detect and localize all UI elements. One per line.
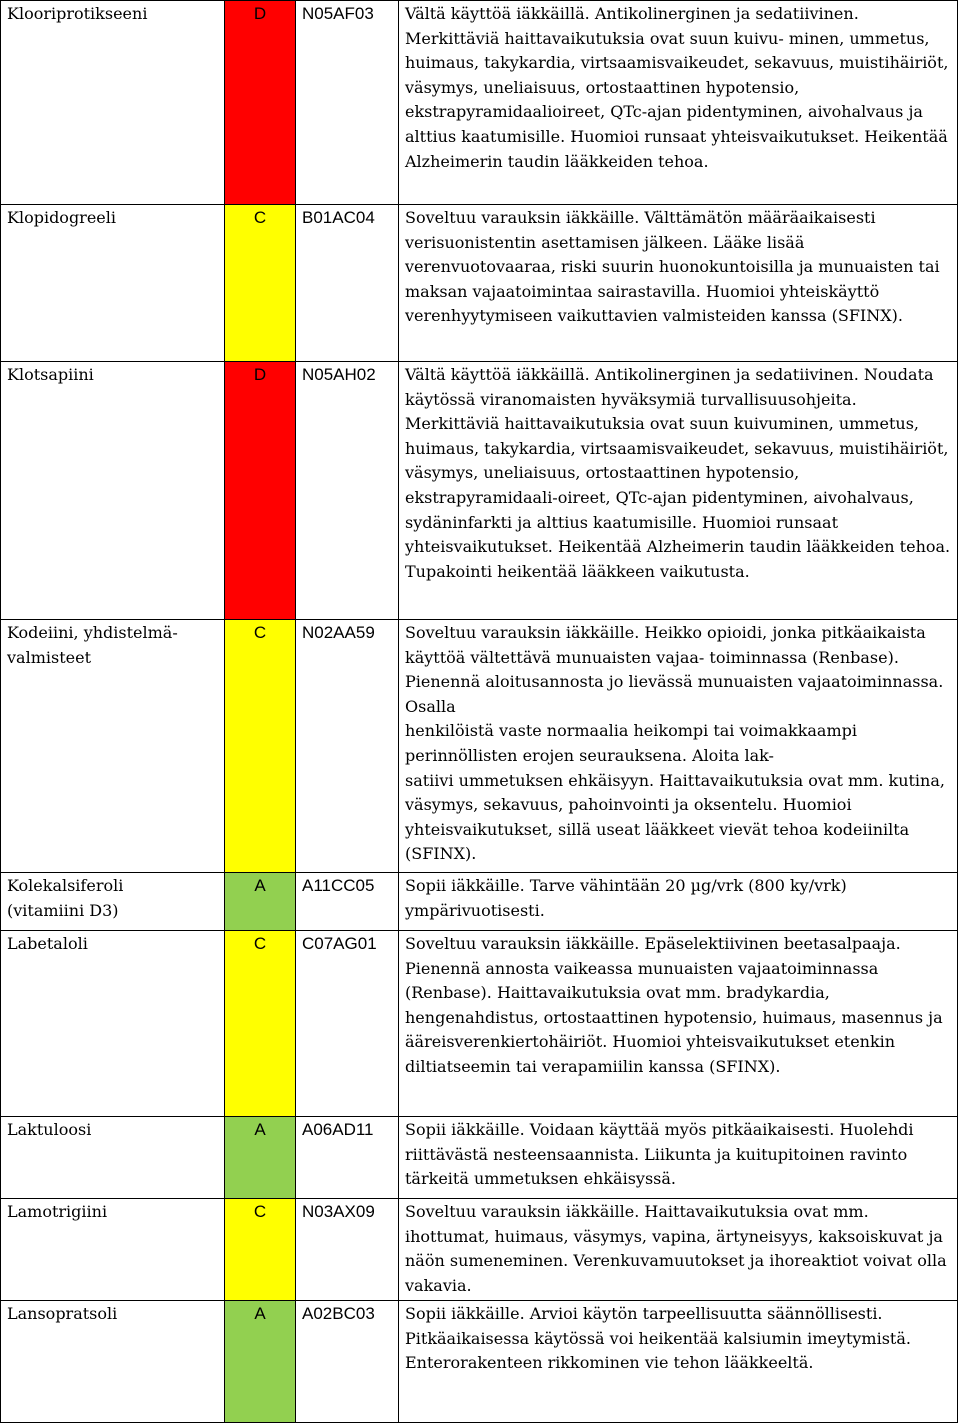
drug-name-cell <box>1 1301 225 1423</box>
recommendation-text-cell <box>399 1117 958 1199</box>
recommendation-class-cell: C <box>225 931 296 1117</box>
recommendation-class-cell: C <box>225 620 296 873</box>
drug-name-cell <box>1 1 225 205</box>
recommendation-class-cell: A <box>225 873 296 931</box>
atc-code-cell: A02BC03 <box>296 1301 399 1423</box>
recommendation-text-line: Enterorakenteen rikkominen vie tehon lääkkeeltä. <box>405 1353 814 1373</box>
atc-code-cell: N05AH02 <box>296 362 399 620</box>
drug-name-line: Labetaloli <box>7 934 88 953</box>
atc-code-cell: C07AG01 <box>296 931 399 1117</box>
recommendation-text-line: henkilöistä vaste normaalia heikompi tai voimakkaampi <box>405 721 857 741</box>
table-row <box>1 620 958 873</box>
recommendation-class-cell: A <box>225 1117 296 1199</box>
recommendation-text-line: väsymys, sekavuus, pahoinvointi ja oksentelu. Huomioi <box>405 795 852 815</box>
recommendation-text-line: Soveltuu varauksin iäkkäille. Haittavaikutuksia ovat mm. <box>405 1202 869 1221</box>
atc-code-cell: A11CC05 <box>296 873 399 931</box>
recommendation-text-line: Merkittäviä haittavaikutuksia ovat suun kuivuminen, ummetus, <box>405 414 920 434</box>
recommendation-class-cell: D <box>225 1 296 205</box>
recommendation-text-line: Soveltuu varauksin iäkkäille. Heikko opioidi, jonka pitkäaikaista <box>405 623 926 642</box>
recommendation-text-line: Pienennä annosta vaikeassa munuaisten vajaatoiminnassa <box>405 958 879 978</box>
drug-name-line: valmisteet <box>7 647 91 667</box>
recommendation-text-line: huimaus, takykardia, virtsaamisvaikeudet, sekavuus, muistihäiriöt, <box>405 438 949 458</box>
recommendation-class-cell: C <box>225 205 296 362</box>
atc-code-cell: A06AD11 <box>296 1117 399 1199</box>
recommendation-text-line: verisuonistentin asettamisen jälkeen. Lääke lisää <box>405 232 805 252</box>
drug-name-line: Klopidogreeli <box>7 208 116 227</box>
drug-name-cell <box>1 873 225 931</box>
recommendation-text-line: Tupakointi heikentää lääkkeen vaikutusta. <box>405 561 750 581</box>
drug-name-cell <box>1 1199 225 1301</box>
recommendation-text-cell <box>399 1301 958 1423</box>
drug-table-body <box>1 1 958 1423</box>
recommendation-text-line: yhteisvaikutukset, sillä useat lääkkeet vievät tehoa kodeiinilta <box>405 819 910 839</box>
recommendation-text-line: Osalla <box>405 696 456 716</box>
recommendation-text-line: Sopii iäkkäille. Arvioi käytön tarpeellisuutta säännöllisesti. <box>405 1304 883 1323</box>
recommendation-text-cell <box>399 931 958 1117</box>
recommendation-text-line: vakavia. <box>405 1275 472 1295</box>
recommendation-text-line: ympärivuotisesti. <box>405 900 545 920</box>
recommendation-text-line: Merkittäviä haittavaikutuksia ovat suun kuivu- minen, ummetus, <box>405 28 930 48</box>
recommendation-text-line: (SFINX). <box>405 844 477 864</box>
recommendation-text-cell <box>399 362 958 620</box>
recommendation-text-line: diltiatseemin tai verapamiilin kanssa (SFINX). <box>405 1056 781 1076</box>
recommendation-text-line: väsymys, uneliaisuus, ortostaattinen hypotensio, <box>405 77 800 97</box>
recommendation-text-line: (Renbase). Haittavaikutuksia ovat mm. bradykardia, <box>405 983 830 1003</box>
atc-code-cell: N03AX09 <box>296 1199 399 1301</box>
table-row <box>1 205 958 362</box>
recommendation-text-line: väsymys, uneliaisuus, ortostaattinen hypotensio, <box>405 463 800 483</box>
recommendation-text-line: Alzheimerin taudin lääkkeiden tehoa. <box>405 151 709 171</box>
recommendation-text-cell <box>399 620 958 873</box>
recommendation-text-line: Sopii iäkkäille. Tarve vähintään 20 µg/vrk (800 ky/vrk) <box>405 876 847 895</box>
recommendation-text-line: Sopii iäkkäille. Voidaan käyttää myös pitkäaikaisesti. Huolehdi <box>405 1120 914 1139</box>
recommendation-text-line: alttius kaatumisille. Huomioi runsaat yhteisvaikutukset. Heikentää <box>405 126 948 146</box>
drug-name-line: Lansopratsoli <box>7 1304 118 1323</box>
recommendation-text-line: käytössä viranomaisten hyväksymiä turvallisuusohjeita. <box>405 389 857 409</box>
table-row <box>1 873 958 931</box>
atc-code-cell: B01AC04 <box>296 205 399 362</box>
atc-code-cell: N05AF03 <box>296 1 399 205</box>
recommendation-text-line: hengenahdistus, ortostaattinen hypotensio, huimaus, masennus ja <box>405 1007 943 1027</box>
recommendation-text-line: maksan vajaatoimintaa sairastavilla. Huomioi yhteiskäyttö <box>405 281 880 301</box>
recommendation-text-line: käyttöä vältettävä munuaisten vajaa- toiminnassa (Renbase). <box>405 647 899 667</box>
recommendation-text-line: satiivi ummetuksen ehkäisyyn. Haittavaikutuksia ovat mm. kutina, <box>405 770 945 790</box>
recommendation-text-line: Pitkäaikaisessa käytössä voi heikentää kalsiumin imeytymistä. <box>405 1328 911 1348</box>
table-row <box>1 362 958 620</box>
recommendation-text-line: verenhyytymiseen vaikuttavien valmisteiden kanssa (SFINX). <box>405 306 903 326</box>
recommendation-text-cell <box>399 205 958 362</box>
recommendation-text-line: Pienennä aloitusannosta jo lievässä munuaisten vajaatoiminnassa. <box>405 672 944 692</box>
atc-code-cell: N02AA59 <box>296 620 399 873</box>
table-row <box>1 931 958 1117</box>
recommendation-text-line: Vältä käyttöä iäkkäillä. Antikolinerginen ja sedatiivinen. Noudata <box>405 365 934 384</box>
drug-name-line: Kolekalsiferoli <box>7 876 124 895</box>
recommendation-class-cell: A <box>225 1301 296 1423</box>
drug-name-line: Klotsapiini <box>7 365 94 384</box>
recommendation-text-cell <box>399 1199 958 1301</box>
table-row <box>1 1117 958 1199</box>
table-row <box>1 1199 958 1301</box>
table-row <box>1 1 958 205</box>
recommendation-text-line: Soveltuu varauksin iäkkäille. Epäselektiivinen beetasalpaaja. <box>405 934 901 953</box>
recommendation-text-line: perinnöllisten erojen seurauksena. Aloita lak- <box>405 745 774 765</box>
recommendation-class-cell: C <box>225 1199 296 1301</box>
recommendation-text-line: ekstrapyramidaalioireet, QTc-ajan pidentyminen, aivohalvaus ja <box>405 102 923 122</box>
recommendation-text-line: riittävästä nesteensaannista. Liikunta ja kuitupitoinen ravinto <box>405 1144 908 1164</box>
recommendation-text-cell <box>399 873 958 931</box>
recommendation-text-line: huimaus, takykardia, virtsaamisvaikeudet, sekavuus, muistihäiriöt, <box>405 53 949 73</box>
drug-name-cell <box>1 931 225 1117</box>
drug-name-cell <box>1 1117 225 1199</box>
drug-name-line: Klooriprotikseeni <box>7 4 148 23</box>
recommendation-text-line: sydäninfarkti ja alttius kaatumisille. Huomioi runsaat <box>405 512 839 532</box>
drug-name-cell <box>1 620 225 873</box>
recommendation-text-line: Soveltuu varauksin iäkkäille. Välttämätön määräaikaisesti <box>405 208 876 227</box>
recommendation-text-line: Vältä käyttöä iäkkäillä. Antikolinerginen ja sedatiivinen. <box>405 4 859 23</box>
recommendation-text-line: ääreisverenkiertohäiriöt. Huomioi yhteisvaikutukset etenkin <box>405 1032 896 1052</box>
recommendation-text-line: näön sumeneminen. Verenkuvamuutokset ja ihoreaktiot voivat olla <box>405 1251 947 1271</box>
drug-name-line: (vitamiini D3) <box>7 900 119 920</box>
recommendation-text-line: tärkeitä ummetuksen ehkäisyssä. <box>405 1169 676 1189</box>
drug-name-line: Lamotrigiini <box>7 1202 108 1221</box>
recommendation-text-line: ihottumat, huimaus, väsymys, vapina, ärtyneisyys, kaksoiskuvat ja <box>405 1226 943 1246</box>
drug-name-line: Kodeiini, yhdistelmä- <box>7 623 178 642</box>
recommendation-text-line: ekstrapyramidaali-oireet, QTc-ajan pidentyminen, aivohalvaus, <box>405 487 914 507</box>
drug-name-line: Laktuloosi <box>7 1120 92 1139</box>
recommendation-class-cell: D <box>225 362 296 620</box>
recommendation-text-cell <box>399 1 958 205</box>
recommendation-text-line: verenvuotovaaraa, riski suurin huonokuntoisilla ja munuaisten tai <box>405 257 940 277</box>
drug-name-cell <box>1 362 225 620</box>
table-row <box>1 1301 958 1423</box>
recommendation-text-line: yhteisvaikutukset. Heikentää Alzheimerin taudin lääkkeiden tehoa. <box>405 537 951 557</box>
drug-name-cell <box>1 205 225 362</box>
